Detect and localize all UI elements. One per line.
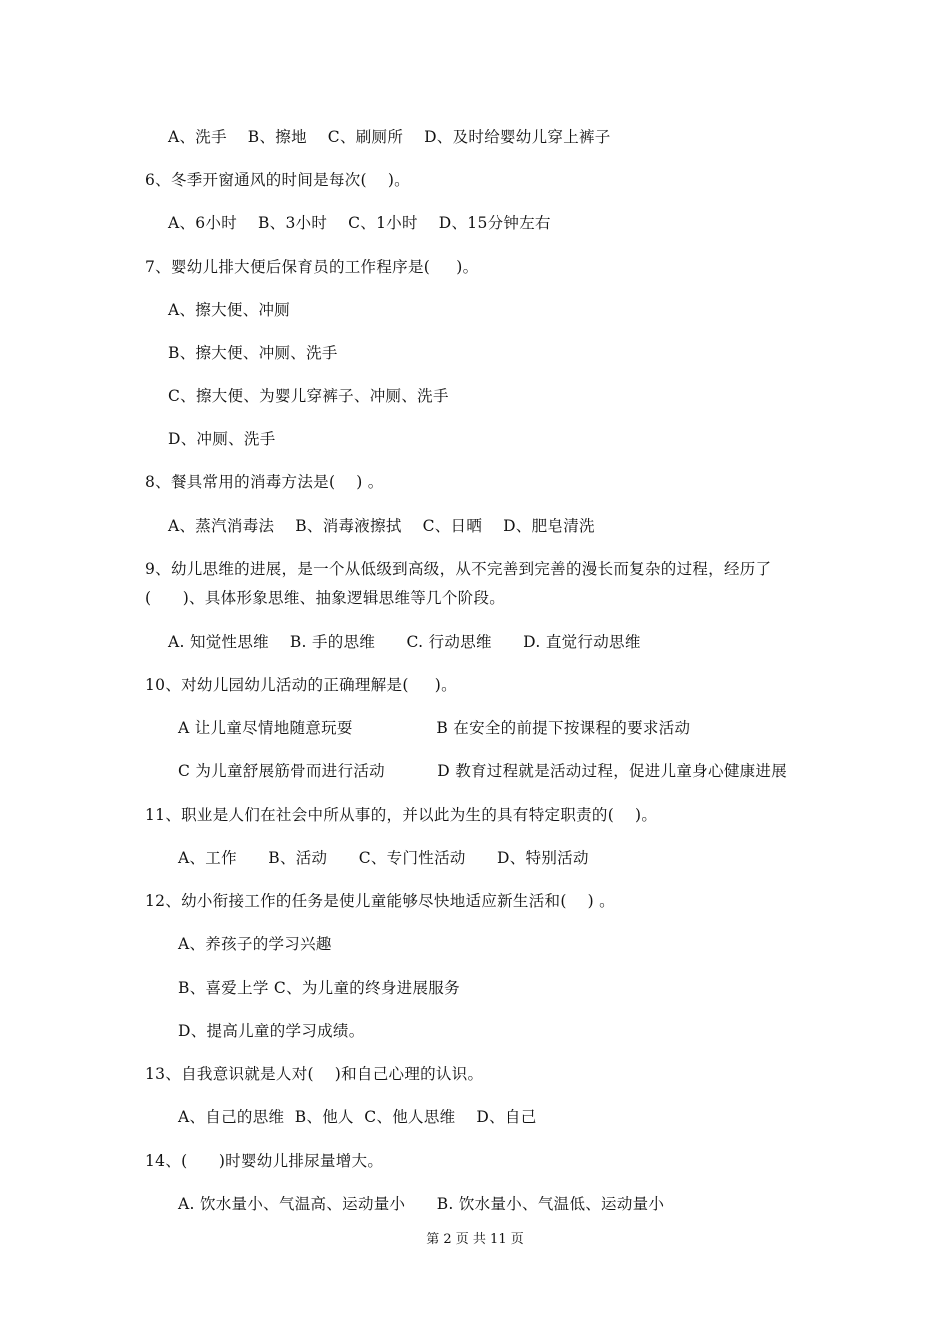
q12-option-a: A、养孩子的学习兴趣 — [178, 935, 332, 953]
q8-options: A、蒸汽消毒法 B、消毒液擦拭 C、日晒 D、肥皂清洗 — [168, 517, 595, 535]
q7-option-a: A、擦大便、冲厕 — [168, 301, 291, 319]
q9-options: A. 知觉性思维 B. 手的思维 C. 行动思维 D. 直觉行动思维 — [168, 633, 641, 651]
question-9-line-2: ( )、具体形象思维、抽象逻辑思维等几个阶段。 — [145, 589, 506, 607]
question-7: 7、婴幼儿排大便后保育员的工作程序是( )。 — [145, 258, 479, 276]
q12-option-d: D、提高儿童的学习成绩。 — [178, 1022, 365, 1040]
question-11: 11、职业是人们在社会中所从事的，并以此为生的具有特定职责的( )。 — [145, 806, 658, 824]
q13-options: A、自己的思维 B、他人 C、他人思维 D、自己 — [178, 1108, 537, 1126]
question-12: 12、幼小衔接工作的任务是使儿童能够尽快地适应新生活和( ) 。 — [145, 892, 615, 910]
page-footer: 第 2 页 共 11 页 — [426, 1232, 524, 1247]
q6-options: A、6小时 B、3小时 C、1小时 D、15分钟左右 — [168, 214, 551, 232]
q11-options: A、工作 B、活动 C、专门性活动 D、特别活动 — [178, 849, 589, 867]
q10-options-ab: A 让儿童尽情地随意玩耍 B 在安全的前提下按课程的要求活动 — [178, 719, 691, 737]
question-10: 10、对幼儿园幼儿活动的正确理解是( )。 — [145, 676, 457, 694]
q5-options: A、洗手 B、擦地 C、刷厕所 D、及时给婴幼儿穿上裤子 — [168, 128, 611, 146]
question-13: 13、自我意识就是人对( )和自己心理的认识。 — [145, 1065, 484, 1083]
question-14: 14、( )时婴幼儿排尿量增大。 — [145, 1152, 384, 1170]
q7-option-d: D、冲厕、洗手 — [168, 430, 276, 448]
question-8: 8、餐具常用的消毒方法是( ) 。 — [145, 473, 384, 491]
q10-options-cd: C 为儿童舒展筋骨而进行活动 D 教育过程就是活动过程，促进儿童身心健康进展 — [178, 762, 788, 780]
q7-option-c: C、擦大便、为婴儿穿裤子、冲厕、洗手 — [168, 387, 449, 405]
q14-options: A. 饮水量小、气温高、运动量小 B. 饮水量小、气温低、运动量小 — [178, 1195, 665, 1213]
question-6: 6、冬季开窗通风的时间是每次( )。 — [145, 171, 410, 189]
q12-option-bc: B、喜爱上学 C、为儿童的终身进展服务 — [178, 979, 460, 997]
q7-option-b: B、擦大便、冲厕、洗手 — [168, 344, 338, 362]
question-9-line-1: 9、幼儿思维的进展，是一个从低级到高级，从不完善到完善的漫长而复杂的过程，经历了 — [145, 560, 772, 578]
